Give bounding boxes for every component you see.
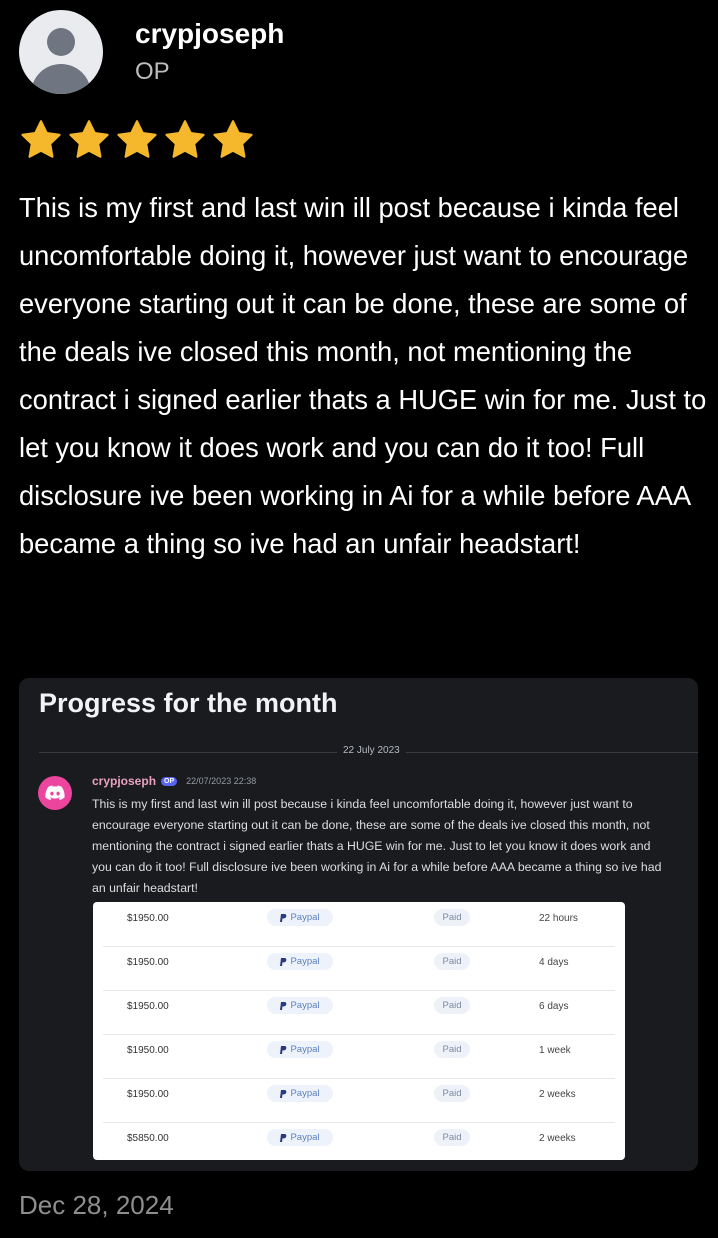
payments-table [93, 902, 625, 1160]
table-row [93, 946, 625, 990]
payment-method-label: Paypal [290, 956, 320, 967]
attachment-image[interactable] [19, 678, 698, 1171]
message-text: This is my first and last win ill post because i kinda feel uncomfortable doing it, however just want to encourage everyone starting out it can be done, these are some of the deals ive closed this month, not mentioning the contract i signed earlier thats a HUGE win for me. Just to let you know it does work and you can do it too! Full disclosure ive been working in Ai for a while before AAA became a thing so ive had an unfair headstart! [92, 797, 662, 895]
discord-avatar [38, 776, 72, 810]
status-badge: Paid [434, 997, 470, 1014]
paypal-icon [280, 1134, 287, 1142]
payment-method-label: Paypal [290, 1088, 320, 1099]
table-row [93, 1122, 625, 1166]
payment-time: 1 week [539, 1045, 571, 1056]
status-badge: Paid [434, 1041, 470, 1058]
payment-method [267, 1129, 333, 1146]
avatar[interactable] [19, 10, 103, 94]
row-divider [103, 1078, 615, 1079]
table-row [93, 1078, 625, 1122]
avatar-head-shape [47, 28, 75, 56]
payment-method [267, 909, 333, 926]
payment-amount: $1950.00 [127, 1001, 169, 1012]
table-row [93, 990, 625, 1034]
table-row [93, 1034, 625, 1078]
status-badge: Paid [434, 1085, 470, 1102]
payment-amount: $1950.00 [127, 1045, 169, 1056]
payment-time: 22 hours [539, 913, 578, 924]
paypal-icon [280, 1090, 287, 1098]
payment-method [267, 997, 333, 1014]
payment-time: 6 days [539, 1001, 569, 1012]
message-timestamp: 22/07/2023 22:38 [186, 776, 257, 786]
status-badge: Paid [434, 1129, 470, 1146]
payment-time: 4 days [539, 957, 569, 968]
payment-amount: $1950.00 [127, 1089, 169, 1100]
status-badge: Paid [434, 953, 470, 970]
row-divider [103, 946, 615, 947]
row-divider [103, 990, 615, 991]
row-divider [103, 1034, 615, 1035]
payment-time: 2 weeks [539, 1133, 576, 1144]
message-author: crypjoseph [92, 774, 157, 788]
star-icon [163, 118, 207, 162]
payment-method-label: Paypal [290, 912, 320, 923]
star-icon [67, 118, 111, 162]
table-row [93, 902, 625, 946]
row-divider [103, 1122, 615, 1123]
review-date: Dec 28, 2024 [19, 1190, 174, 1220]
status-badge: Paid [434, 909, 470, 926]
payment-amount: $1950.00 [127, 957, 169, 968]
date-separator: 22 July 2023 [337, 745, 406, 756]
payment-method-label: Paypal [290, 1132, 320, 1143]
payment-amount: $5850.00 [127, 1133, 169, 1144]
paypal-icon [280, 1002, 287, 1010]
discord-logo-icon [45, 785, 65, 801]
star-icon [115, 118, 159, 162]
star-rating [19, 118, 255, 162]
attachment-title: Progress for the month [39, 688, 338, 718]
message-header [92, 774, 256, 788]
payment-method-label: Paypal [290, 1000, 320, 1011]
paypal-icon [280, 958, 287, 966]
payment-method [267, 1085, 333, 1102]
role-label: OP [135, 58, 170, 85]
paypal-icon [280, 914, 287, 922]
avatar-body-shape [31, 64, 91, 94]
star-icon [211, 118, 255, 162]
payment-time: 2 weeks [539, 1089, 576, 1100]
star-icon [19, 118, 63, 162]
paypal-icon [280, 1046, 287, 1054]
payment-method [267, 953, 333, 970]
payment-amount: $1950.00 [127, 913, 169, 924]
username[interactable]: crypjoseph [135, 18, 285, 49]
review-text: This is my first and last win ill post because i kinda feel uncomfortable doing it, however just want to encourage everyone starting out it can be done, these are some of the deals ive closed this month, not mentioning the contract i signed earlier thats a HUGE win for me. Just to let you know it does work and you can do it too! Full disclosure ive been working in Ai for a while before AAA became a thing so ive had an unfair headstart! [19, 192, 707, 559]
payment-method [267, 1041, 333, 1058]
payment-method-label: Paypal [290, 1044, 320, 1055]
op-badge: OP [161, 777, 177, 786]
